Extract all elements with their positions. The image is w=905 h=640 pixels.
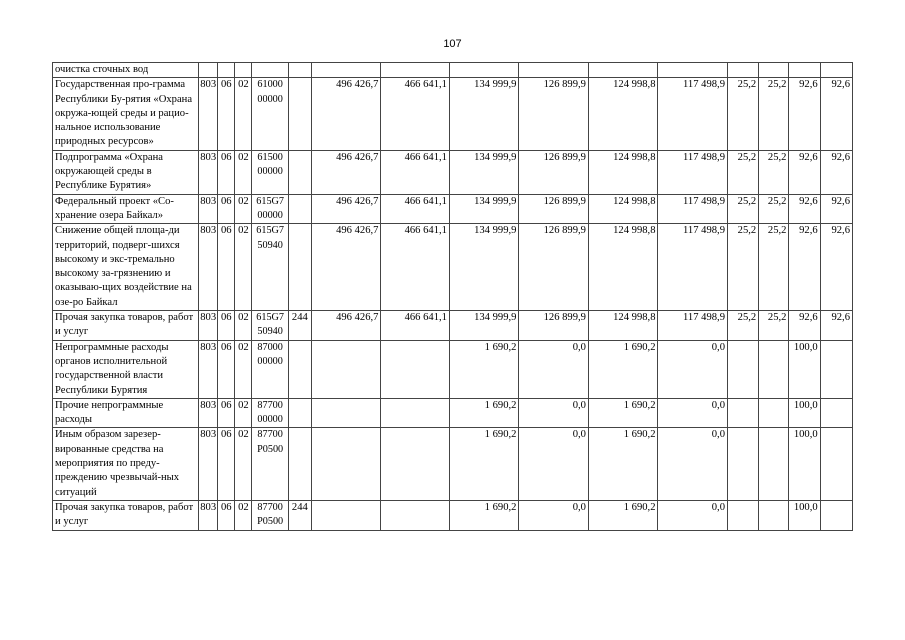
cell-value: 496 426,7 (311, 194, 381, 224)
cell-value: 25,2 (759, 311, 789, 341)
cell-value: 100,0 (789, 398, 820, 428)
cell-pr: 02 (235, 428, 252, 500)
cell-value (519, 63, 589, 78)
cell-value: 126 899,9 (519, 78, 589, 150)
cell-value: 25,2 (728, 194, 759, 224)
cell-value (381, 340, 450, 398)
cell-value (658, 63, 728, 78)
cell-value: 0,0 (519, 340, 589, 398)
cell-value (759, 398, 789, 428)
cell-value: 25,2 (728, 78, 759, 150)
cell-vr (288, 428, 311, 500)
cell-value (381, 500, 450, 530)
cell-ved: 803 (199, 78, 218, 150)
cell-vr (288, 63, 311, 78)
cell-value: 496 426,7 (311, 311, 381, 341)
row-name: Федеральный проект «Со-хранение озера Байкал» (53, 194, 199, 224)
cell-ved: 803 (199, 311, 218, 341)
cell-value: 134 999,9 (449, 194, 519, 224)
cell-csr: 87000 00000 (252, 340, 288, 398)
row-name: очистка сточных вод (53, 63, 199, 78)
cell-value (759, 500, 789, 530)
table-row (53, 340, 853, 398)
cell-value: 100,0 (789, 428, 820, 500)
cell-value (759, 63, 789, 78)
row-name: Государственная про-грамма Республики Бу-рятия «Охрана окружа-ющей среды и рацио-нальное использование природных ресурсов» (53, 78, 199, 150)
cell-value: 92,6 (789, 194, 820, 224)
cell-value (728, 428, 759, 500)
cell-rz: 06 (218, 428, 235, 500)
row-name: Подпрограмма «Охрана окружающей среды в Республике Бурятия» (53, 150, 199, 194)
cell-value (311, 398, 381, 428)
cell-value: 1 690,2 (588, 500, 658, 530)
table-row (53, 150, 853, 194)
cell-csr: 615G7 00000 (252, 194, 288, 224)
cell-value (820, 63, 852, 78)
cell-value: 100,0 (789, 340, 820, 398)
cell-value: 134 999,9 (449, 78, 519, 150)
table-row (53, 224, 853, 311)
cell-value: 25,2 (728, 150, 759, 194)
cell-value: 0,0 (519, 500, 589, 530)
cell-csr (252, 63, 288, 78)
cell-value: 1 690,2 (449, 428, 519, 500)
cell-value (820, 428, 852, 500)
cell-value: 0,0 (658, 428, 728, 500)
cell-vr (288, 194, 311, 224)
cell-value: 1 690,2 (588, 428, 658, 500)
cell-value: 92,6 (789, 311, 820, 341)
row-name: Иным образом зарезер-вированные средства на мероприятия по преду-преждению чрезвычай-ных ситуаций (53, 428, 199, 500)
cell-ved: 803 (199, 428, 218, 500)
cell-value: 100,0 (789, 500, 820, 530)
cell-value: 134 999,9 (449, 150, 519, 194)
cell-csr: 615G7 50940 (252, 311, 288, 341)
cell-value (728, 500, 759, 530)
table-row (53, 63, 853, 78)
cell-pr: 02 (235, 194, 252, 224)
cell-pr: 02 (235, 500, 252, 530)
cell-value: 92,6 (820, 194, 852, 224)
cell-value: 466 641,1 (381, 224, 450, 311)
cell-value (820, 500, 852, 530)
cell-value (820, 340, 852, 398)
cell-rz: 06 (218, 224, 235, 311)
cell-value: 117 498,9 (658, 78, 728, 150)
cell-value (381, 63, 450, 78)
cell-rz: 06 (218, 150, 235, 194)
cell-pr: 02 (235, 150, 252, 194)
cell-ved: 803 (199, 194, 218, 224)
cell-value: 466 641,1 (381, 311, 450, 341)
budget-table (52, 62, 853, 531)
cell-vr (288, 340, 311, 398)
cell-value: 496 426,7 (311, 224, 381, 311)
cell-value: 466 641,1 (381, 78, 450, 150)
cell-value: 92,6 (820, 311, 852, 341)
cell-value: 0,0 (519, 428, 589, 500)
cell-rz: 06 (218, 78, 235, 150)
cell-value (728, 340, 759, 398)
cell-value: 124 998,8 (588, 224, 658, 311)
cell-vr (288, 398, 311, 428)
cell-value: 25,2 (759, 150, 789, 194)
cell-value (311, 63, 381, 78)
cell-value (381, 428, 450, 500)
cell-rz (218, 63, 235, 78)
cell-ved: 803 (199, 398, 218, 428)
cell-value: 0,0 (658, 340, 728, 398)
cell-value: 117 498,9 (658, 150, 728, 194)
table-row (53, 194, 853, 224)
cell-value (588, 63, 658, 78)
cell-value: 1 690,2 (588, 340, 658, 398)
cell-value: 1 690,2 (588, 398, 658, 428)
cell-ved: 803 (199, 500, 218, 530)
cell-rz: 06 (218, 398, 235, 428)
cell-value: 1 690,2 (449, 500, 519, 530)
cell-rz: 06 (218, 340, 235, 398)
cell-value: 466 641,1 (381, 194, 450, 224)
cell-value: 124 998,8 (588, 78, 658, 150)
cell-value: 92,6 (789, 150, 820, 194)
row-name: Прочая закупка товаров, работ и услуг (53, 311, 199, 341)
cell-value: 126 899,9 (519, 194, 589, 224)
cell-vr: 244 (288, 311, 311, 341)
cell-pr: 02 (235, 398, 252, 428)
cell-value: 496 426,7 (311, 78, 381, 150)
cell-value: 25,2 (728, 311, 759, 341)
cell-value: 25,2 (759, 194, 789, 224)
cell-value: 124 998,8 (588, 150, 658, 194)
cell-csr: 87700 P0500 (252, 428, 288, 500)
cell-value (759, 428, 789, 500)
cell-value: 25,2 (759, 78, 789, 150)
cell-csr: 615G7 50940 (252, 224, 288, 311)
cell-value: 0,0 (658, 398, 728, 428)
cell-value: 117 498,9 (658, 311, 728, 341)
cell-pr: 02 (235, 224, 252, 311)
table-row (53, 500, 853, 530)
table-row (53, 78, 853, 150)
cell-value: 92,6 (789, 224, 820, 311)
cell-ved: 803 (199, 224, 218, 311)
cell-value (311, 500, 381, 530)
cell-value: 126 899,9 (519, 150, 589, 194)
cell-value (381, 398, 450, 428)
cell-value: 124 998,8 (588, 311, 658, 341)
cell-value (789, 63, 820, 78)
cell-vr (288, 150, 311, 194)
cell-value: 92,6 (820, 150, 852, 194)
cell-value: 124 998,8 (588, 194, 658, 224)
cell-value (728, 63, 759, 78)
cell-value: 126 899,9 (519, 311, 589, 341)
cell-rz: 06 (218, 311, 235, 341)
cell-value (311, 340, 381, 398)
cell-value: 92,6 (820, 224, 852, 311)
cell-pr: 02 (235, 311, 252, 341)
cell-pr (235, 63, 252, 78)
cell-ved: 803 (199, 150, 218, 194)
cell-rz: 06 (218, 194, 235, 224)
cell-value (820, 398, 852, 428)
cell-value: 126 899,9 (519, 224, 589, 311)
cell-value (759, 340, 789, 398)
cell-value (311, 428, 381, 500)
cell-value: 25,2 (759, 224, 789, 311)
cell-value (449, 63, 519, 78)
cell-value: 117 498,9 (658, 224, 728, 311)
table-body (53, 63, 853, 531)
cell-value: 0,0 (519, 398, 589, 428)
table-row (53, 311, 853, 341)
cell-value: 1 690,2 (449, 398, 519, 428)
page-number: 107 (443, 38, 462, 50)
cell-vr (288, 78, 311, 150)
cell-value: 92,6 (820, 78, 852, 150)
cell-value: 92,6 (789, 78, 820, 150)
cell-vr (288, 224, 311, 311)
cell-value: 1 690,2 (449, 340, 519, 398)
cell-pr: 02 (235, 340, 252, 398)
row-name: Снижение общей площа-ди территорий, подверг-шихся высокому и экс-тремально высокому за-грязнению и оказываю-щих воздействие на озе-ро Байкал (53, 224, 199, 311)
cell-value (728, 398, 759, 428)
cell-value: 117 498,9 (658, 194, 728, 224)
row-name: Прочая закупка товаров, работ и услуг (53, 500, 199, 530)
cell-vr: 244 (288, 500, 311, 530)
table-row (53, 428, 853, 500)
cell-csr: 61500 00000 (252, 150, 288, 194)
cell-value: 0,0 (658, 500, 728, 530)
cell-ved (199, 63, 218, 78)
cell-rz: 06 (218, 500, 235, 530)
cell-value: 134 999,9 (449, 224, 519, 311)
cell-csr: 61000 00000 (252, 78, 288, 150)
row-name: Непрограммные расходы органов исполнительной государственной власти Республики Бурятия (53, 340, 199, 398)
cell-value: 134 999,9 (449, 311, 519, 341)
row-name: Прочие непрограммные расходы (53, 398, 199, 428)
cell-value: 466 641,1 (381, 150, 450, 194)
cell-csr: 87700 P0500 (252, 500, 288, 530)
cell-ved: 803 (199, 340, 218, 398)
cell-value: 25,2 (728, 224, 759, 311)
cell-value: 496 426,7 (311, 150, 381, 194)
cell-pr: 02 (235, 78, 252, 150)
table-row (53, 398, 853, 428)
cell-csr: 87700 00000 (252, 398, 288, 428)
